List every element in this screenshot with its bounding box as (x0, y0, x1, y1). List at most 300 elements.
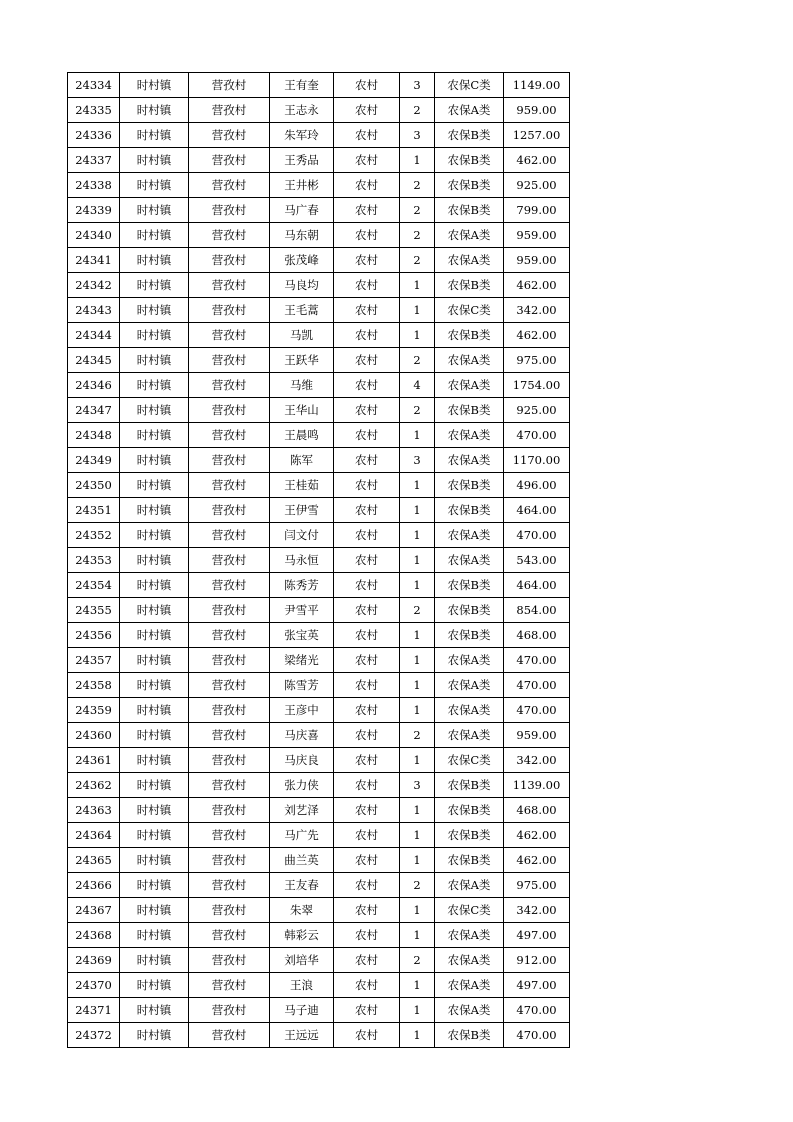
member-count-cell: 2 (400, 873, 435, 898)
name-cell: 韩彩云 (270, 923, 334, 948)
village-cell: 营孜村 (189, 973, 270, 998)
insurance-category-cell: 农保B类 (435, 623, 504, 648)
insurance-category-cell: 农保B类 (435, 148, 504, 173)
town-cell: 时村镇 (120, 373, 189, 398)
member-count-cell: 2 (400, 173, 435, 198)
record-id-cell: 24335 (68, 98, 120, 123)
town-cell: 时村镇 (120, 673, 189, 698)
table-row (68, 673, 570, 698)
household-type-cell: 农村 (334, 848, 400, 873)
record-id-cell: 24358 (68, 673, 120, 698)
member-count-cell: 1 (400, 698, 435, 723)
town-cell: 时村镇 (120, 923, 189, 948)
insurance-category-cell: 农保B类 (435, 573, 504, 598)
record-id-cell: 24339 (68, 198, 120, 223)
table-row (68, 448, 570, 473)
town-cell: 时村镇 (120, 548, 189, 573)
insurance-category-cell: 农保C类 (435, 73, 504, 98)
table-row (68, 198, 570, 223)
table-row (68, 98, 570, 123)
table-row (68, 273, 570, 298)
town-cell: 时村镇 (120, 798, 189, 823)
name-cell: 陈雪芳 (270, 673, 334, 698)
village-cell: 营孜村 (189, 823, 270, 848)
name-cell: 王浪 (270, 973, 334, 998)
name-cell: 张宝英 (270, 623, 334, 648)
member-count-cell: 2 (400, 98, 435, 123)
member-count-cell: 1 (400, 648, 435, 673)
town-cell: 时村镇 (120, 198, 189, 223)
amount-cell: 464.00 (504, 498, 570, 523)
record-id-cell: 24370 (68, 973, 120, 998)
name-cell: 梁绪光 (270, 648, 334, 673)
record-id-cell: 24357 (68, 648, 120, 673)
insurance-category-cell: 农保C类 (435, 898, 504, 923)
village-cell: 营孜村 (189, 673, 270, 698)
name-cell: 马凯 (270, 323, 334, 348)
insurance-category-cell: 农保A类 (435, 923, 504, 948)
member-count-cell: 1 (400, 823, 435, 848)
town-cell: 时村镇 (120, 648, 189, 673)
amount-cell: 854.00 (504, 598, 570, 623)
table-row (68, 948, 570, 973)
village-cell: 营孜村 (189, 298, 270, 323)
insurance-category-cell: 农保A类 (435, 523, 504, 548)
household-type-cell: 农村 (334, 523, 400, 548)
village-cell: 营孜村 (189, 773, 270, 798)
name-cell: 朱翠 (270, 898, 334, 923)
table-row (68, 298, 570, 323)
name-cell: 刘艺泽 (270, 798, 334, 823)
household-type-cell: 农村 (334, 198, 400, 223)
town-cell: 时村镇 (120, 873, 189, 898)
town-cell: 时村镇 (120, 123, 189, 148)
amount-cell: 959.00 (504, 98, 570, 123)
town-cell: 时村镇 (120, 98, 189, 123)
village-cell: 营孜村 (189, 348, 270, 373)
member-count-cell: 3 (400, 123, 435, 148)
member-count-cell: 3 (400, 773, 435, 798)
member-count-cell: 1 (400, 748, 435, 773)
village-cell: 营孜村 (189, 398, 270, 423)
name-cell: 马广春 (270, 198, 334, 223)
table-row (68, 373, 570, 398)
town-cell: 时村镇 (120, 73, 189, 98)
member-count-cell: 1 (400, 473, 435, 498)
amount-cell: 470.00 (504, 423, 570, 448)
member-count-cell: 3 (400, 448, 435, 473)
village-cell: 营孜村 (189, 98, 270, 123)
amount-cell: 468.00 (504, 623, 570, 648)
member-count-cell: 1 (400, 673, 435, 698)
name-cell: 王彦中 (270, 698, 334, 723)
name-cell: 马维 (270, 373, 334, 398)
town-cell: 时村镇 (120, 273, 189, 298)
table-body (68, 73, 570, 1048)
village-cell: 营孜村 (189, 423, 270, 448)
village-cell: 营孜村 (189, 598, 270, 623)
amount-cell: 959.00 (504, 223, 570, 248)
name-cell: 王秀品 (270, 148, 334, 173)
amount-cell: 959.00 (504, 248, 570, 273)
village-cell: 营孜村 (189, 698, 270, 723)
village-cell: 营孜村 (189, 573, 270, 598)
record-id-cell: 24340 (68, 223, 120, 248)
amount-cell: 799.00 (504, 198, 570, 223)
insurance-category-cell: 农保A类 (435, 373, 504, 398)
insurance-category-cell: 农保A类 (435, 648, 504, 673)
table-row (68, 648, 570, 673)
insurance-category-cell: 农保A类 (435, 723, 504, 748)
insurance-category-cell: 农保B类 (435, 473, 504, 498)
insurance-category-cell: 农保C类 (435, 298, 504, 323)
amount-cell: 1754.00 (504, 373, 570, 398)
household-type-cell: 农村 (334, 373, 400, 398)
table-row (68, 223, 570, 248)
member-count-cell: 1 (400, 848, 435, 873)
data-table (67, 72, 570, 1048)
insurance-category-cell: 农保A类 (435, 248, 504, 273)
name-cell: 陈秀芳 (270, 573, 334, 598)
insurance-category-cell: 农保B类 (435, 598, 504, 623)
record-id-cell: 24350 (68, 473, 120, 498)
household-type-cell: 农村 (334, 973, 400, 998)
amount-cell: 470.00 (504, 673, 570, 698)
amount-cell: 462.00 (504, 323, 570, 348)
name-cell: 尹雪平 (270, 598, 334, 623)
insurance-category-cell: 农保A类 (435, 348, 504, 373)
amount-cell: 342.00 (504, 898, 570, 923)
amount-cell: 470.00 (504, 998, 570, 1023)
name-cell: 马庆良 (270, 748, 334, 773)
village-cell: 营孜村 (189, 148, 270, 173)
town-cell: 时村镇 (120, 848, 189, 873)
town-cell: 时村镇 (120, 898, 189, 923)
amount-cell: 462.00 (504, 823, 570, 848)
village-cell: 营孜村 (189, 448, 270, 473)
table-row (68, 148, 570, 173)
member-count-cell: 4 (400, 373, 435, 398)
table-row (68, 348, 570, 373)
table-row (68, 698, 570, 723)
record-id-cell: 24341 (68, 248, 120, 273)
household-type-cell: 农村 (334, 398, 400, 423)
town-cell: 时村镇 (120, 348, 189, 373)
household-type-cell: 农村 (334, 998, 400, 1023)
table-row (68, 598, 570, 623)
amount-cell: 464.00 (504, 573, 570, 598)
table-row (68, 773, 570, 798)
table-row (68, 898, 570, 923)
household-type-cell: 农村 (334, 248, 400, 273)
town-cell: 时村镇 (120, 148, 189, 173)
village-cell: 营孜村 (189, 248, 270, 273)
record-id-cell: 24368 (68, 923, 120, 948)
village-cell: 营孜村 (189, 473, 270, 498)
record-id-cell: 24356 (68, 623, 120, 648)
town-cell: 时村镇 (120, 473, 189, 498)
household-type-cell: 农村 (334, 448, 400, 473)
household-type-cell: 农村 (334, 698, 400, 723)
record-id-cell: 24343 (68, 298, 120, 323)
member-count-cell: 1 (400, 998, 435, 1023)
household-type-cell: 农村 (334, 823, 400, 848)
amount-cell: 470.00 (504, 1023, 570, 1048)
town-cell: 时村镇 (120, 523, 189, 548)
town-cell: 时村镇 (120, 248, 189, 273)
name-cell: 马子迪 (270, 998, 334, 1023)
table-row (68, 748, 570, 773)
record-id-cell: 24360 (68, 723, 120, 748)
name-cell: 王伊雪 (270, 498, 334, 523)
member-count-cell: 1 (400, 923, 435, 948)
member-count-cell: 1 (400, 273, 435, 298)
member-count-cell: 1 (400, 573, 435, 598)
record-id-cell: 24351 (68, 498, 120, 523)
amount-cell: 925.00 (504, 173, 570, 198)
village-cell: 营孜村 (189, 748, 270, 773)
record-id-cell: 24371 (68, 998, 120, 1023)
village-cell: 营孜村 (189, 998, 270, 1023)
record-id-cell: 24369 (68, 948, 120, 973)
household-type-cell: 农村 (334, 223, 400, 248)
record-id-cell: 24364 (68, 823, 120, 848)
amount-cell: 497.00 (504, 973, 570, 998)
table-row (68, 723, 570, 748)
table-row (68, 848, 570, 873)
village-cell: 营孜村 (189, 223, 270, 248)
table-row (68, 73, 570, 98)
village-cell: 营孜村 (189, 798, 270, 823)
insurance-category-cell: 农保C类 (435, 748, 504, 773)
household-type-cell: 农村 (334, 298, 400, 323)
table-row (68, 123, 570, 148)
name-cell: 王毛蒿 (270, 298, 334, 323)
record-id-cell: 24365 (68, 848, 120, 873)
record-id-cell: 24337 (68, 148, 120, 173)
table-row (68, 1023, 570, 1048)
insurance-category-cell: 农保B类 (435, 823, 504, 848)
household-type-cell: 农村 (334, 648, 400, 673)
household-type-cell: 农村 (334, 798, 400, 823)
name-cell: 王跃华 (270, 348, 334, 373)
town-cell: 时村镇 (120, 823, 189, 848)
insurance-category-cell: 农保B类 (435, 773, 504, 798)
insurance-category-cell: 农保A类 (435, 448, 504, 473)
village-cell: 营孜村 (189, 323, 270, 348)
town-cell: 时村镇 (120, 948, 189, 973)
insurance-category-cell: 农保A类 (435, 548, 504, 573)
member-count-cell: 2 (400, 598, 435, 623)
insurance-category-cell: 农保A类 (435, 698, 504, 723)
table-row (68, 423, 570, 448)
town-cell: 时村镇 (120, 423, 189, 448)
town-cell: 时村镇 (120, 173, 189, 198)
village-cell: 营孜村 (189, 623, 270, 648)
insurance-category-cell: 农保B类 (435, 498, 504, 523)
table-row (68, 998, 570, 1023)
town-cell: 时村镇 (120, 323, 189, 348)
household-type-cell: 农村 (334, 73, 400, 98)
name-cell: 王华山 (270, 398, 334, 423)
record-id-cell: 24352 (68, 523, 120, 548)
record-id-cell: 24372 (68, 1023, 120, 1048)
member-count-cell: 2 (400, 348, 435, 373)
name-cell: 王志永 (270, 98, 334, 123)
household-type-cell: 农村 (334, 273, 400, 298)
member-count-cell: 3 (400, 73, 435, 98)
household-type-cell: 农村 (334, 548, 400, 573)
amount-cell: 543.00 (504, 548, 570, 573)
town-cell: 时村镇 (120, 498, 189, 523)
town-cell: 时村镇 (120, 748, 189, 773)
village-cell: 营孜村 (189, 873, 270, 898)
village-cell: 营孜村 (189, 373, 270, 398)
household-type-cell: 农村 (334, 898, 400, 923)
insurance-category-cell: 农保A类 (435, 973, 504, 998)
household-type-cell: 农村 (334, 498, 400, 523)
amount-cell: 1149.00 (504, 73, 570, 98)
record-id-cell: 24347 (68, 398, 120, 423)
amount-cell: 1170.00 (504, 448, 570, 473)
name-cell: 马永恒 (270, 548, 334, 573)
insurance-category-cell: 农保A类 (435, 948, 504, 973)
village-cell: 营孜村 (189, 198, 270, 223)
household-type-cell: 农村 (334, 723, 400, 748)
household-type-cell: 农村 (334, 748, 400, 773)
household-type-cell: 农村 (334, 573, 400, 598)
member-count-cell: 1 (400, 298, 435, 323)
member-count-cell: 2 (400, 198, 435, 223)
amount-cell: 496.00 (504, 473, 570, 498)
member-count-cell: 1 (400, 323, 435, 348)
household-type-cell: 农村 (334, 1023, 400, 1048)
name-cell: 马东朝 (270, 223, 334, 248)
record-id-cell: 24346 (68, 373, 120, 398)
village-cell: 营孜村 (189, 848, 270, 873)
town-cell: 时村镇 (120, 223, 189, 248)
member-count-cell: 2 (400, 248, 435, 273)
household-type-cell: 农村 (334, 348, 400, 373)
name-cell: 闫文付 (270, 523, 334, 548)
member-count-cell: 1 (400, 973, 435, 998)
member-count-cell: 1 (400, 798, 435, 823)
name-cell: 朱军玲 (270, 123, 334, 148)
town-cell: 时村镇 (120, 773, 189, 798)
town-cell: 时村镇 (120, 723, 189, 748)
insurance-category-cell: 农保A类 (435, 998, 504, 1023)
household-type-cell: 农村 (334, 923, 400, 948)
village-cell: 营孜村 (189, 123, 270, 148)
town-cell: 时村镇 (120, 698, 189, 723)
record-id-cell: 24342 (68, 273, 120, 298)
name-cell: 王远远 (270, 1023, 334, 1048)
record-id-cell: 24345 (68, 348, 120, 373)
member-count-cell: 2 (400, 948, 435, 973)
town-cell: 时村镇 (120, 598, 189, 623)
insurance-category-cell: 农保B类 (435, 198, 504, 223)
record-id-cell: 24354 (68, 573, 120, 598)
amount-cell: 1139.00 (504, 773, 570, 798)
village-cell: 营孜村 (189, 498, 270, 523)
household-type-cell: 农村 (334, 323, 400, 348)
table-row (68, 973, 570, 998)
insurance-category-cell: 农保A类 (435, 223, 504, 248)
name-cell: 王桂茹 (270, 473, 334, 498)
record-id-cell: 24366 (68, 873, 120, 898)
record-id-cell: 24349 (68, 448, 120, 473)
village-cell: 营孜村 (189, 73, 270, 98)
amount-cell: 975.00 (504, 348, 570, 373)
table-row (68, 873, 570, 898)
name-cell: 王友春 (270, 873, 334, 898)
amount-cell: 470.00 (504, 523, 570, 548)
name-cell: 刘培华 (270, 948, 334, 973)
table-row (68, 548, 570, 573)
member-count-cell: 1 (400, 898, 435, 923)
insurance-category-cell: 农保B类 (435, 123, 504, 148)
amount-cell: 497.00 (504, 923, 570, 948)
member-count-cell: 1 (400, 623, 435, 648)
village-cell: 营孜村 (189, 1023, 270, 1048)
town-cell: 时村镇 (120, 998, 189, 1023)
village-cell: 营孜村 (189, 173, 270, 198)
village-cell: 营孜村 (189, 948, 270, 973)
table-row (68, 473, 570, 498)
household-type-cell: 农村 (334, 473, 400, 498)
insurance-category-cell: 农保B类 (435, 398, 504, 423)
amount-cell: 1257.00 (504, 123, 570, 148)
table-row (68, 323, 570, 348)
record-id-cell: 24361 (68, 748, 120, 773)
name-cell: 王晨鸣 (270, 423, 334, 448)
household-type-cell: 农村 (334, 423, 400, 448)
table-row (68, 523, 570, 548)
village-cell: 营孜村 (189, 898, 270, 923)
household-type-cell: 农村 (334, 673, 400, 698)
table-row (68, 398, 570, 423)
member-count-cell: 2 (400, 398, 435, 423)
table-row (68, 173, 570, 198)
member-count-cell: 1 (400, 548, 435, 573)
village-cell: 营孜村 (189, 273, 270, 298)
town-cell: 时村镇 (120, 1023, 189, 1048)
name-cell: 陈军 (270, 448, 334, 473)
record-id-cell: 24334 (68, 73, 120, 98)
member-count-cell: 2 (400, 723, 435, 748)
table-row (68, 923, 570, 948)
household-type-cell: 农村 (334, 773, 400, 798)
town-cell: 时村镇 (120, 573, 189, 598)
record-id-cell: 24348 (68, 423, 120, 448)
amount-cell: 342.00 (504, 748, 570, 773)
town-cell: 时村镇 (120, 448, 189, 473)
insurance-category-cell: 农保B类 (435, 323, 504, 348)
village-cell: 营孜村 (189, 723, 270, 748)
insurance-category-cell: 农保B类 (435, 173, 504, 198)
town-cell: 时村镇 (120, 623, 189, 648)
household-type-cell: 农村 (334, 598, 400, 623)
amount-cell: 462.00 (504, 148, 570, 173)
amount-cell: 462.00 (504, 848, 570, 873)
amount-cell: 342.00 (504, 298, 570, 323)
name-cell: 张力侠 (270, 773, 334, 798)
village-cell: 营孜村 (189, 923, 270, 948)
insurance-category-cell: 农保A类 (435, 423, 504, 448)
table-row (68, 248, 570, 273)
table-row (68, 798, 570, 823)
record-id-cell: 24355 (68, 598, 120, 623)
